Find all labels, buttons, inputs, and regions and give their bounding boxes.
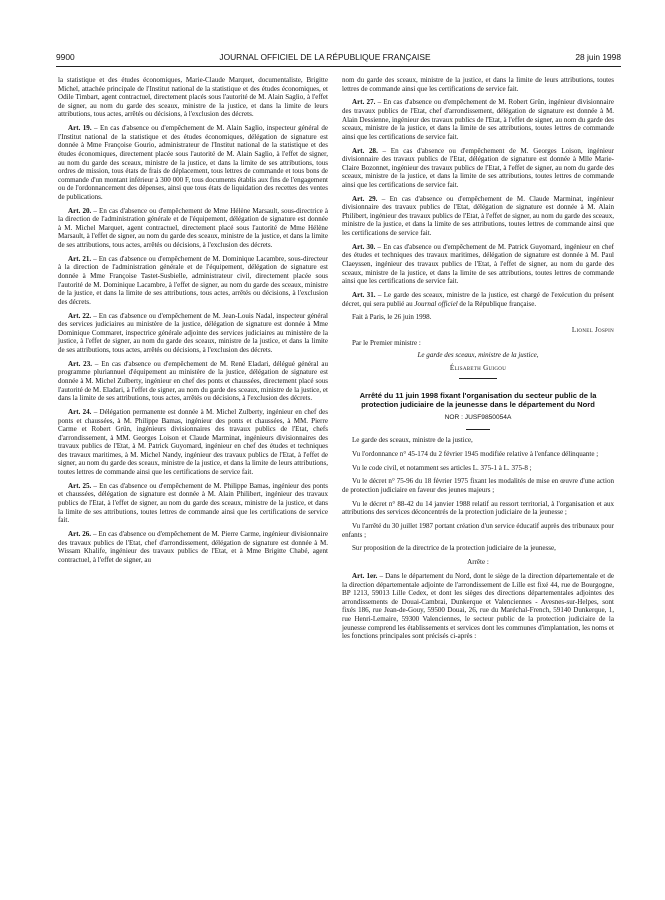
article-number: Art. 28.: [352, 146, 378, 155]
prime-minister-name: Lionel Jospin: [571, 325, 614, 334]
article-31: [342, 291, 614, 308]
article-number: Art. 23.: [68, 359, 92, 368]
article-text: – En cas d'absence ou d'empêchement de M. Claude Marminat, ingénieur divisionnaire des travaux publics de l'Etat, délégation de signature est donnée à M. Alain Philibert, ingénieur des travaux publics de l'Etat, à l'effet de signer, au nom du garde des sceaux, ministre de la justice, et dans la limite de ses attributions, toutes lettres de commande ainsi que les certifications de service fait.: [342, 194, 614, 238]
article-number: Art. 29.: [352, 194, 378, 203]
article-21: [58, 255, 328, 307]
article-text: – En cas d'absence ou d'empêchement de M. Patrick Guyomard, ingénieur en chef des études et techniques des travaux maritimes, délégation de signature est donnée à M. Paul Claeyssen, ingénieur des travaux publics de l'Etat, à l'effet de signer, au nom du garde des sceaux, ministre de la justice, et dans la limite de ses attributions, toutes lettres de commande ainsi que les certifications de service fait.: [342, 242, 614, 286]
article-text-end: de la République française.: [457, 299, 537, 308]
minister-name: Élisabeth Guigou: [449, 363, 507, 372]
article-number: Art. 25.: [68, 481, 92, 490]
article-30: [342, 243, 614, 286]
by-prime-minister: Par le Premier ministre :: [352, 338, 421, 347]
article-text: – Le garde des sceaux, ministre de la justice, est chargé de l'exécution du présent décret, qui sera publié au: [342, 291, 614, 308]
article-text: – Délégation permanente est donnée à M. Michel Zulberty, ingénieur en chef des ponts et chaussées, à M. Philippe Bamas, ingénieur des ponts et chaussées, à MM. Pierre Carme et Robert Grün, ingénieurs divisionnaires des travaux publics de l'Etat, chefs d'arrondissement, à MM. Georges Loison et Claude Marminat, ingénieurs divisionnaires des travaux publics de l'Etat, à M. Patrick Guyomard, ingénieur en chef des études et techniques des travaux maritimes, à M. Michel Nandy, ingénieur des travaux publics de l'Etat, à l'effet de signer, au nom du garde des sceaux, ministre de la justice, et dans la limite de leurs attributions, toutes lettres de commande ainsi que les certifications de service fait.: [58, 407, 328, 477]
journal-title: JOURNAL OFFICIEL DE LA RÉPUBLIQUE FRANÇAISE: [219, 52, 431, 62]
visa-5: Vu l'arrêté du 30 juillet 1987 portant création d'un service éducatif auprès des tribunaux pour enfants ;: [342, 522, 614, 539]
visa-1: Vu l'ordonnance n° 45-174 du 2 février 1945 modifiée relative à l'enfance délinquante ;: [352, 449, 599, 458]
visa-2: Vu le code civil, et notamment ses articles L. 375-1 à L. 375-8 ;: [352, 463, 532, 472]
visa-6: Sur proposition de la directrice de la protection judiciaire de la jeunesse,: [352, 544, 556, 553]
minister-title: Le garde des sceaux, ministre de la justice,: [417, 351, 539, 360]
article-number: Art. 30.: [352, 242, 376, 251]
article-23: [58, 360, 328, 403]
article-text: – En cas d'absence ou d'empêchement de M. Dominique Lacambre, sous-directeur à la direction de l'administration générale et de l'équipement, délégation de signature est donnée à Mme Françoise Tastet-Susbielle, administrateur civil, directement placée sous l'autorité de M. Dominique Lacambre, à l'effet de signer, au nom du garde des sceaux, ministre de la justice, et dans la limite de ses attributions, tous actes, arrêtés ou décisions, à l'exclusion des décrets.: [58, 254, 328, 306]
continuation-paragraph: nom du garde des sceaux, ministre de la justice, et dans la limite de leurs attributions, toutes lettres de commande ainsi que les certifications de service fait.: [342, 76, 614, 93]
arrete-article-1: [342, 572, 614, 641]
article-number: Art. 1er.: [352, 571, 378, 580]
article-text: – En cas d'absence ou d'empêchement de M. Alain Saglio, inspecteur général de l'Institut national de la statistique et des études économiques, délégation de signature est donnée à Mme Françoise Gourio, administrateur de l'Institut national de la statistique et des études économiques, directement placée sous l'autorité de M. Alain Saglio, à l'effet de signer, au nom du garde des sceaux, ministre de la justice, et dans la limite de ses attributions, tous ordres de mission, tous états de frais de déplacement, tous lettres de commande et tous bons de commande d'un montant inférieur à 300 000 F, tous documents établis aux fins de l'engagement ou de l'ordonnancement des dépenses, ainsi que tous états de liquidation des recettes des ventes de publications.: [58, 124, 328, 201]
article-27: [342, 98, 614, 141]
journal-officiel-mention: Journal officiel: [414, 299, 458, 308]
left-column: [58, 76, 328, 570]
visa-0: Le garde des sceaux, ministre de la justice,: [352, 435, 473, 444]
article-number: Art. 31.: [352, 291, 376, 299]
article-number: Art. 24.: [68, 407, 92, 416]
article-number: Art. 19.: [68, 124, 92, 133]
nor-reference: NOR : JUSF9850054A: [444, 414, 512, 422]
article-text: – Dans le département du Nord, dont le siège de la direction départementale et de la direction départementale adjointe de l'arrondissement de Lille est fixé 44, rue de Bourgogne, BP 1213, 59013 Lille Cedex, et dont les sièges des directions départementales adjointes des arrondissements de Douai-Cambrai, Dunkerque et Valenciennes - Avesnes-sur-Helpes, sont fixés 186, rue Jean-de-Gouy, 59500 Douai, 26, rue du Maréchal-French, 59140 Dunkerque, 1, rue Henri-Lemaire, 59300 Valenciennes, le secteur public de la protection judiciaire de la jeunesse comprend les établissements et services dont les communes d'implantation, les noms et les fonctions principales sont précisés ci-après :: [342, 571, 614, 641]
right-column: [342, 76, 614, 646]
article-28: [342, 147, 614, 190]
arrete-label: Arrête :: [467, 558, 489, 567]
place-date: Fait à Paris, le 26 juin 1998.: [352, 313, 432, 322]
arrete-title: Arrêté du 11 juin 1998 fixant l'organisation du secteur public de la protection judiciaire de la jeunesse dans le département du Nord: [359, 391, 597, 410]
article-text: – En cas d'absence ou d'empêchement de M. Pierre Carme, ingénieur divisionnaire des travaux publics de l'Etat, chef d'arrondissement, délégation de signature est donnée à M. Wissam Khalife, ingénieur des travaux publics de l'Etat, et à Mme Brigitte Chabé, agent contractuel, à l'effet de signer, au: [58, 530, 328, 564]
article-25: [58, 482, 328, 525]
issue-date: 28 juin 1998: [575, 52, 621, 62]
article-number: Art. 21.: [68, 254, 92, 263]
signature-block: [342, 313, 614, 372]
article-text: – En cas d'absence ou d'empêchement de M. Jean-Louis Nadal, inspecteur général des services judiciaires au ministère de la justice, délégation de signature est donnée à Mme Dominique Commaret, inspectrice générale adjointe des services judiciaires au ministère de la justice, à l'effet de signer, au nom du garde des sceaux, ministre de la justice, et dans la limite de ses attributions, tous actes, arrêtés ou décisions, à l'exclusion des décrets.: [58, 311, 328, 354]
page-number: 9900: [56, 52, 75, 62]
visa-4: Vu le décret n° 88-42 du 14 janvier 1988 relatif au ressort territorial, à l'organisation et aux attributions des services déconcentrés de la protection judiciaire de la jeunesse ;: [342, 499, 614, 517]
article-number: Art. 22.: [68, 311, 92, 320]
article-text: – En cas d'absence ou d'empêchement de Mme Hélène Marsault, sous-directrice à la direction de l'administration générale et de l'équipement, délégation de signature est donnée à M. Michel Marquet, agent contractuel, directement placé sous l'autorité de Mme Hélène Marsault, à l'effet de signer, au nom du garde des sceaux, ministre de la justice, et dans la limite de ses attributions, tous actes, arrêtés ou décisions, à l'exclusion des décrets.: [58, 206, 329, 250]
article-text: – En cas d'absence ou d'empêchement de M. Philippe Bamas, ingénieur des ponts et chaussées, délégation de signature est donnée à M. Alain Philibert, ingénieur des travaux publics de l'Etat, à l'effet de signer, au nom du garde des sceaux, ministre de la justice, et dans la limite de ses attributions, toutes lettres de commande ainsi que les certifications de service fait.: [58, 481, 328, 525]
article-text: – En cas d'absence ou d'empêchement de M. Georges Loison, ingénieur divisionnaire des travaux publics de l'Etat, délégation de signature est donnée à Mlle Marie-Claire Bozonnet, ingénieur des travaux publics de l'Etat, à l'effet de signer, au nom du garde des sceaux, ministre de la justice, et dans la limite de ses attributions, toutes lettres de commande ainsi que les certifications de service fait.: [342, 146, 614, 189]
article-text: – En cas d'absence ou d'empêchement de M. Robert Grün, ingénieur divisionnaire des travaux publics de l'Etat, chef d'arrondissement, délégation de signature est donnée à M. Alain Dessienne, ingénieur des travaux publics de l'Etat, à l'effet de signer, au nom du garde des sceaux, ministre de la justice, et dans la limite de ses attributions, toutes lettres de commande ainsi que les certifications de service fait.: [342, 98, 615, 141]
article-20: [58, 207, 328, 250]
article-number: Art. 20.: [68, 206, 92, 215]
article-text: – En cas d'absence ou d'empêchement de M. René Eladari, délégué général au programme pluriannuel d'équipement au ministère de la justice, délégation de signature est donnée à M. Michel Zulberty, ingénieur en chef des ponts et chaussées, directement placé sous l'autorité de M. Eladari, à l'effet de signer, au nom du garde des sceaux, ministre de la justice, et dans la limite de ses attributions, tous actes, arrêtés ou décisions, à l'exclusion des décrets.: [58, 359, 329, 403]
section-separator: [459, 378, 497, 379]
article-26: [58, 530, 328, 564]
article-19: [58, 124, 328, 201]
article-number: Art. 27.: [352, 98, 376, 107]
intro-paragraph: la statistique et des études économiques, Marie-Claude Marquet, documentaliste, Brigitte Michel, attachée principale de l'Institut national de la statistique et des études économiques, et Odile Timbart, agent contractuel, directement placés sous l'autorité de M. Alain Saglio, à l'effet de signer, au nom du garde des sceaux, ministre de la justice, et dans la limite de leurs attributions, tous actes, arrêtés ou décisions, à l'exclusion des décrets.: [58, 76, 328, 119]
page-header: [56, 50, 621, 64]
article-22: [58, 312, 328, 355]
nor-separator: [466, 429, 490, 430]
article-24: [58, 408, 328, 477]
article-29: [342, 195, 614, 238]
article-number: Art. 26.: [68, 530, 92, 538]
visa-3: Vu le décret n° 75-96 du 18 février 1975 fixant les modalités de mise en œuvre d'une action de protection judiciaire en faveur des jeunes majeurs ;: [342, 477, 614, 494]
header-rule: [56, 66, 621, 67]
